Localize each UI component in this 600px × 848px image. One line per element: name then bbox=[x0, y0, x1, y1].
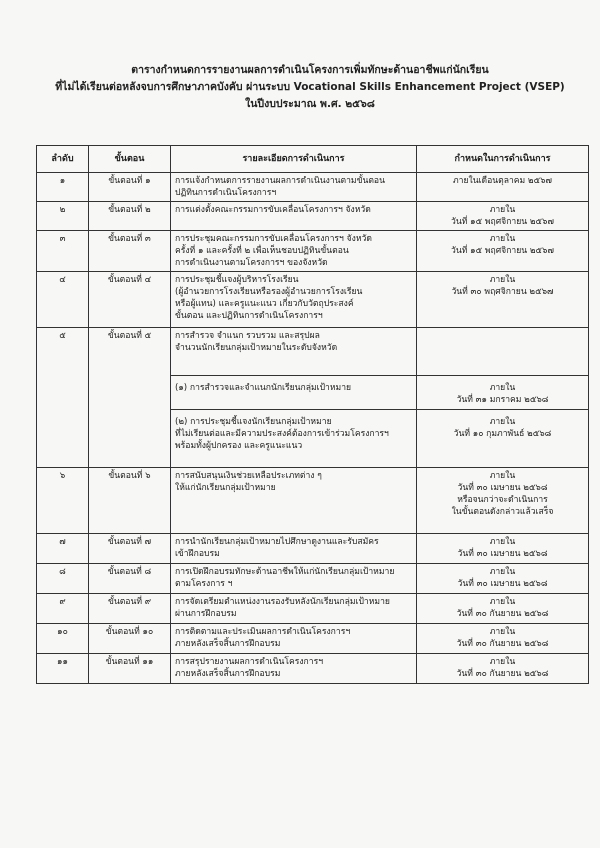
detail-line: การสำรวจ จำแนก รวบรวม และสรุปผล bbox=[175, 331, 320, 341]
schedule-line: วันที่ ๓๐ กันยายน ๒๕๖๘ bbox=[456, 609, 549, 619]
row-schedule bbox=[417, 534, 589, 564]
document-title bbox=[40, 62, 580, 113]
detail-line: ภายหลังเสร็จสิ้นการฝึกอบรม bbox=[175, 669, 281, 679]
schedule-line: ภายใน bbox=[489, 471, 516, 481]
detail-line: (๑) การสำรวจและจำแนกนักเรียนกลุ่มเป้าหมาย bbox=[175, 383, 352, 393]
row-schedule bbox=[417, 173, 589, 202]
row-schedule bbox=[417, 202, 589, 231]
row-number: ๕ bbox=[37, 328, 89, 468]
detail-line: (๒) การประชุมชี้แจงนักเรียนกลุ่มเป้าหมาย bbox=[175, 417, 332, 427]
table-row bbox=[37, 231, 589, 272]
row-step: ขั้นตอนที่ ๓ bbox=[89, 231, 171, 272]
schedule-line: ในขั้นตอนดังกล่าวแล้วเสร็จ bbox=[451, 507, 554, 517]
row-schedule bbox=[417, 654, 589, 684]
schedule-line: วันที่ ๓๐ เมษายน ๒๕๖๘ bbox=[457, 483, 548, 493]
header-schedule: กำหนดในการดำเนินการ bbox=[417, 146, 589, 173]
schedule-line: ภายใน bbox=[489, 567, 516, 577]
detail-line: เข้าฝึกอบรม bbox=[175, 549, 220, 559]
row-number: ๑๐ bbox=[37, 624, 89, 654]
row-schedule bbox=[417, 272, 589, 328]
schedule-line: ภายใน bbox=[489, 275, 516, 285]
row-detail bbox=[171, 272, 417, 328]
detail-line: ปฏิทินการดำเนินโครงการฯ bbox=[175, 188, 277, 198]
detail-line: การดำเนินงานตามโครงการฯ ของจังหวัด bbox=[175, 258, 328, 268]
detail-line: ที่ไม่เรียนต่อและมีความประสงค์ต้องการเข้าร่วมโครงการฯ bbox=[175, 429, 389, 439]
row-number: ๗ bbox=[37, 534, 89, 564]
detail-line: การแจ้งกำหนดการรายงานผลการดำเนินงานตามขั้นตอน bbox=[175, 176, 385, 186]
table-row bbox=[37, 272, 589, 328]
detail-line: (ผู้อำนวยการโรงเรียนหรือรองผู้อำนวยการโรงเรียน bbox=[175, 287, 363, 297]
header-step: ขั้นตอน bbox=[89, 146, 171, 173]
row-number: ๑ bbox=[37, 173, 89, 202]
schedule-line: วันที่ ๓๐ กันยายน ๒๕๖๘ bbox=[456, 669, 549, 679]
row-schedule bbox=[417, 594, 589, 624]
row-detail bbox=[171, 328, 417, 376]
row-step: ขั้นตอนที่ ๑๑ bbox=[89, 654, 171, 684]
schedule-line: วันที่ ๓๐ กันยายน ๒๕๖๘ bbox=[456, 639, 549, 649]
title-line-1: ตารางกำหนดการรายงานผลการดำเนินโครงการเพิ่มทักษะด้านอาชีพแก่นักเรียน bbox=[131, 64, 489, 76]
row-schedule bbox=[417, 328, 589, 376]
table-row bbox=[37, 468, 589, 534]
detail-line: การสรุปรายงานผลการดำเนินโครงการฯ bbox=[175, 657, 324, 667]
row-step: ขั้นตอนที่ ๖ bbox=[89, 468, 171, 534]
table-header-row bbox=[37, 146, 589, 173]
schedule-table bbox=[36, 145, 589, 684]
row-detail bbox=[171, 624, 417, 654]
table-row bbox=[37, 654, 589, 684]
row-step: ขั้นตอนที่ ๗ bbox=[89, 534, 171, 564]
schedule-line: วันที่ ๓๑ มกราคม ๒๕๖๘ bbox=[456, 395, 549, 405]
detail-line: การแต่งตั้งคณะกรรมการขับเคลื่อนโครงการฯ จังหวัด bbox=[175, 205, 371, 215]
detail-line: การเปิดฝึกอบรมทักษะด้านอาชีพให้แก่นักเรียนกลุ่มเป้าหมาย bbox=[175, 567, 395, 577]
title-line-3: ในปีงบประมาณ พ.ศ. ๒๕๖๘ bbox=[245, 98, 375, 110]
row-number: ๘ bbox=[37, 564, 89, 594]
row-detail bbox=[171, 654, 417, 684]
schedule-line: วันที่ ๓๐ เมษายน ๒๕๖๘ bbox=[457, 579, 548, 589]
row-detail bbox=[171, 202, 417, 231]
subrow-detail bbox=[171, 410, 417, 468]
detail-line: ภายหลังเสร็จสิ้นการฝึกอบรม bbox=[175, 639, 281, 649]
detail-line: การสนับสนุนเงินช่วยเหลือประเภทต่าง ๆ bbox=[175, 471, 322, 481]
row-detail bbox=[171, 594, 417, 624]
detail-line: จำนวนนักเรียนกลุ่มเป้าหมายในระดับจังหวัด bbox=[175, 343, 338, 353]
schedule-line: วันที่ ๑๕ พฤศจิกายน ๒๕๖๗ bbox=[451, 217, 554, 227]
detail-line: การจัดเตรียมตำแหน่งงานรองรับหลังนักเรียนกลุ่มเป้าหมาย bbox=[175, 597, 390, 607]
schedule-line: ภายใน bbox=[489, 234, 516, 244]
row-detail bbox=[171, 468, 417, 534]
row-step: ขั้นตอนที่ ๘ bbox=[89, 564, 171, 594]
header-detail: รายละเอียดการดำเนินการ bbox=[171, 146, 417, 173]
row-number: ๖ bbox=[37, 468, 89, 534]
row-number: ๑๑ bbox=[37, 654, 89, 684]
row-detail bbox=[171, 173, 417, 202]
table-row bbox=[37, 534, 589, 564]
detail-line: ขั้นตอน และปฏิทินการดำเนินโครงการฯ bbox=[175, 311, 323, 321]
schedule-line: ภายใน bbox=[489, 383, 516, 393]
row-schedule bbox=[417, 564, 589, 594]
detail-line: ตามโครงการ ฯ bbox=[175, 579, 233, 589]
detail-line: หรือผู้แทน) และครูแนะแนว เกี่ยวกับวัตถุประสงค์ bbox=[175, 299, 354, 309]
schedule-line: ภายใน bbox=[489, 537, 516, 547]
schedule-line: ภายใน bbox=[489, 627, 516, 637]
schedule-line: หรือจนกว่าจะดำเนินการ bbox=[457, 495, 548, 505]
detail-line: การประชุมคณะกรรมการขับเคลื่อนโครงการฯ จังหวัด bbox=[175, 234, 372, 244]
row-step: ขั้นตอนที่ ๙ bbox=[89, 594, 171, 624]
row-step: ขั้นตอนที่ ๔ bbox=[89, 272, 171, 328]
table-row bbox=[37, 173, 589, 202]
row-detail bbox=[171, 231, 417, 272]
table-row bbox=[37, 594, 589, 624]
schedule-line: ภายใน bbox=[489, 597, 516, 607]
row-schedule bbox=[417, 468, 589, 534]
detail-line: ให้แก่นักเรียนกลุ่มเป้าหมาย bbox=[175, 483, 276, 493]
row-step: ขั้นตอนที่ ๑ bbox=[89, 173, 171, 202]
table-row bbox=[37, 202, 589, 231]
schedule-line: ภายในเดือนตุลาคม ๒๕๖๗ bbox=[452, 176, 553, 186]
row-schedule bbox=[417, 231, 589, 272]
table-body bbox=[37, 173, 589, 684]
schedule-line: ภายใน bbox=[489, 205, 516, 215]
schedule-line: ภายใน bbox=[489, 417, 516, 427]
detail-line: การประชุมชี้แจงผู้บริหารโรงเรียน bbox=[175, 275, 299, 285]
detail-line: ครั้งที่ ๑ และครั้งที่ ๒ เพื่อเห็นชอบปฏิทินขั้นตอน bbox=[175, 246, 349, 256]
table-row bbox=[37, 624, 589, 654]
row-number: ๔ bbox=[37, 272, 89, 328]
row-number: ๒ bbox=[37, 202, 89, 231]
schedule-line: วันที่ ๓๐ พฤศจิกายน ๒๕๖๗ bbox=[451, 287, 554, 297]
table-row bbox=[37, 564, 589, 594]
row-step: ขั้นตอนที่ ๕ bbox=[89, 328, 171, 468]
header-no: ลำดับ bbox=[37, 146, 89, 173]
row-number: ๙ bbox=[37, 594, 89, 624]
subrow-detail bbox=[171, 376, 417, 410]
table-row bbox=[37, 328, 589, 376]
row-schedule bbox=[417, 624, 589, 654]
detail-line: พร้อมทั้งผู้ปกครอง และครูแนะแนว bbox=[175, 441, 303, 451]
detail-line: การติดตามและประเมินผลการดำเนินโครงการฯ bbox=[175, 627, 351, 637]
title-line-2: ที่ไม่ได้เรียนต่อหลังจบการศึกษาภาคบังคับ ผ่านระบบ Vocational Skills Enhancement Project (VSEP) bbox=[55, 81, 565, 93]
subrow-schedule bbox=[417, 376, 589, 410]
schedule-line: วันที่ ๓๐ เมษายน ๒๕๖๘ bbox=[457, 549, 548, 559]
schedule-line: วันที่ ๑๕ พฤศจิกายน ๒๕๖๗ bbox=[451, 246, 554, 256]
schedule-line: ภายใน bbox=[489, 657, 516, 667]
row-detail bbox=[171, 564, 417, 594]
row-step: ขั้นตอนที่ ๒ bbox=[89, 202, 171, 231]
schedule-line: วันที่ ๑๐ กุมภาพันธ์ ๒๕๖๘ bbox=[453, 429, 552, 439]
row-detail bbox=[171, 534, 417, 564]
detail-line: ผ่านการฝึกอบรม bbox=[175, 609, 237, 619]
row-step: ขั้นตอนที่ ๑๐ bbox=[89, 624, 171, 654]
subrow-schedule bbox=[417, 410, 589, 468]
row-number: ๓ bbox=[37, 231, 89, 272]
detail-line: การนำนักเรียนกลุ่มเป้าหมายไปศึกษาดูงานและรับสมัคร bbox=[175, 537, 379, 547]
